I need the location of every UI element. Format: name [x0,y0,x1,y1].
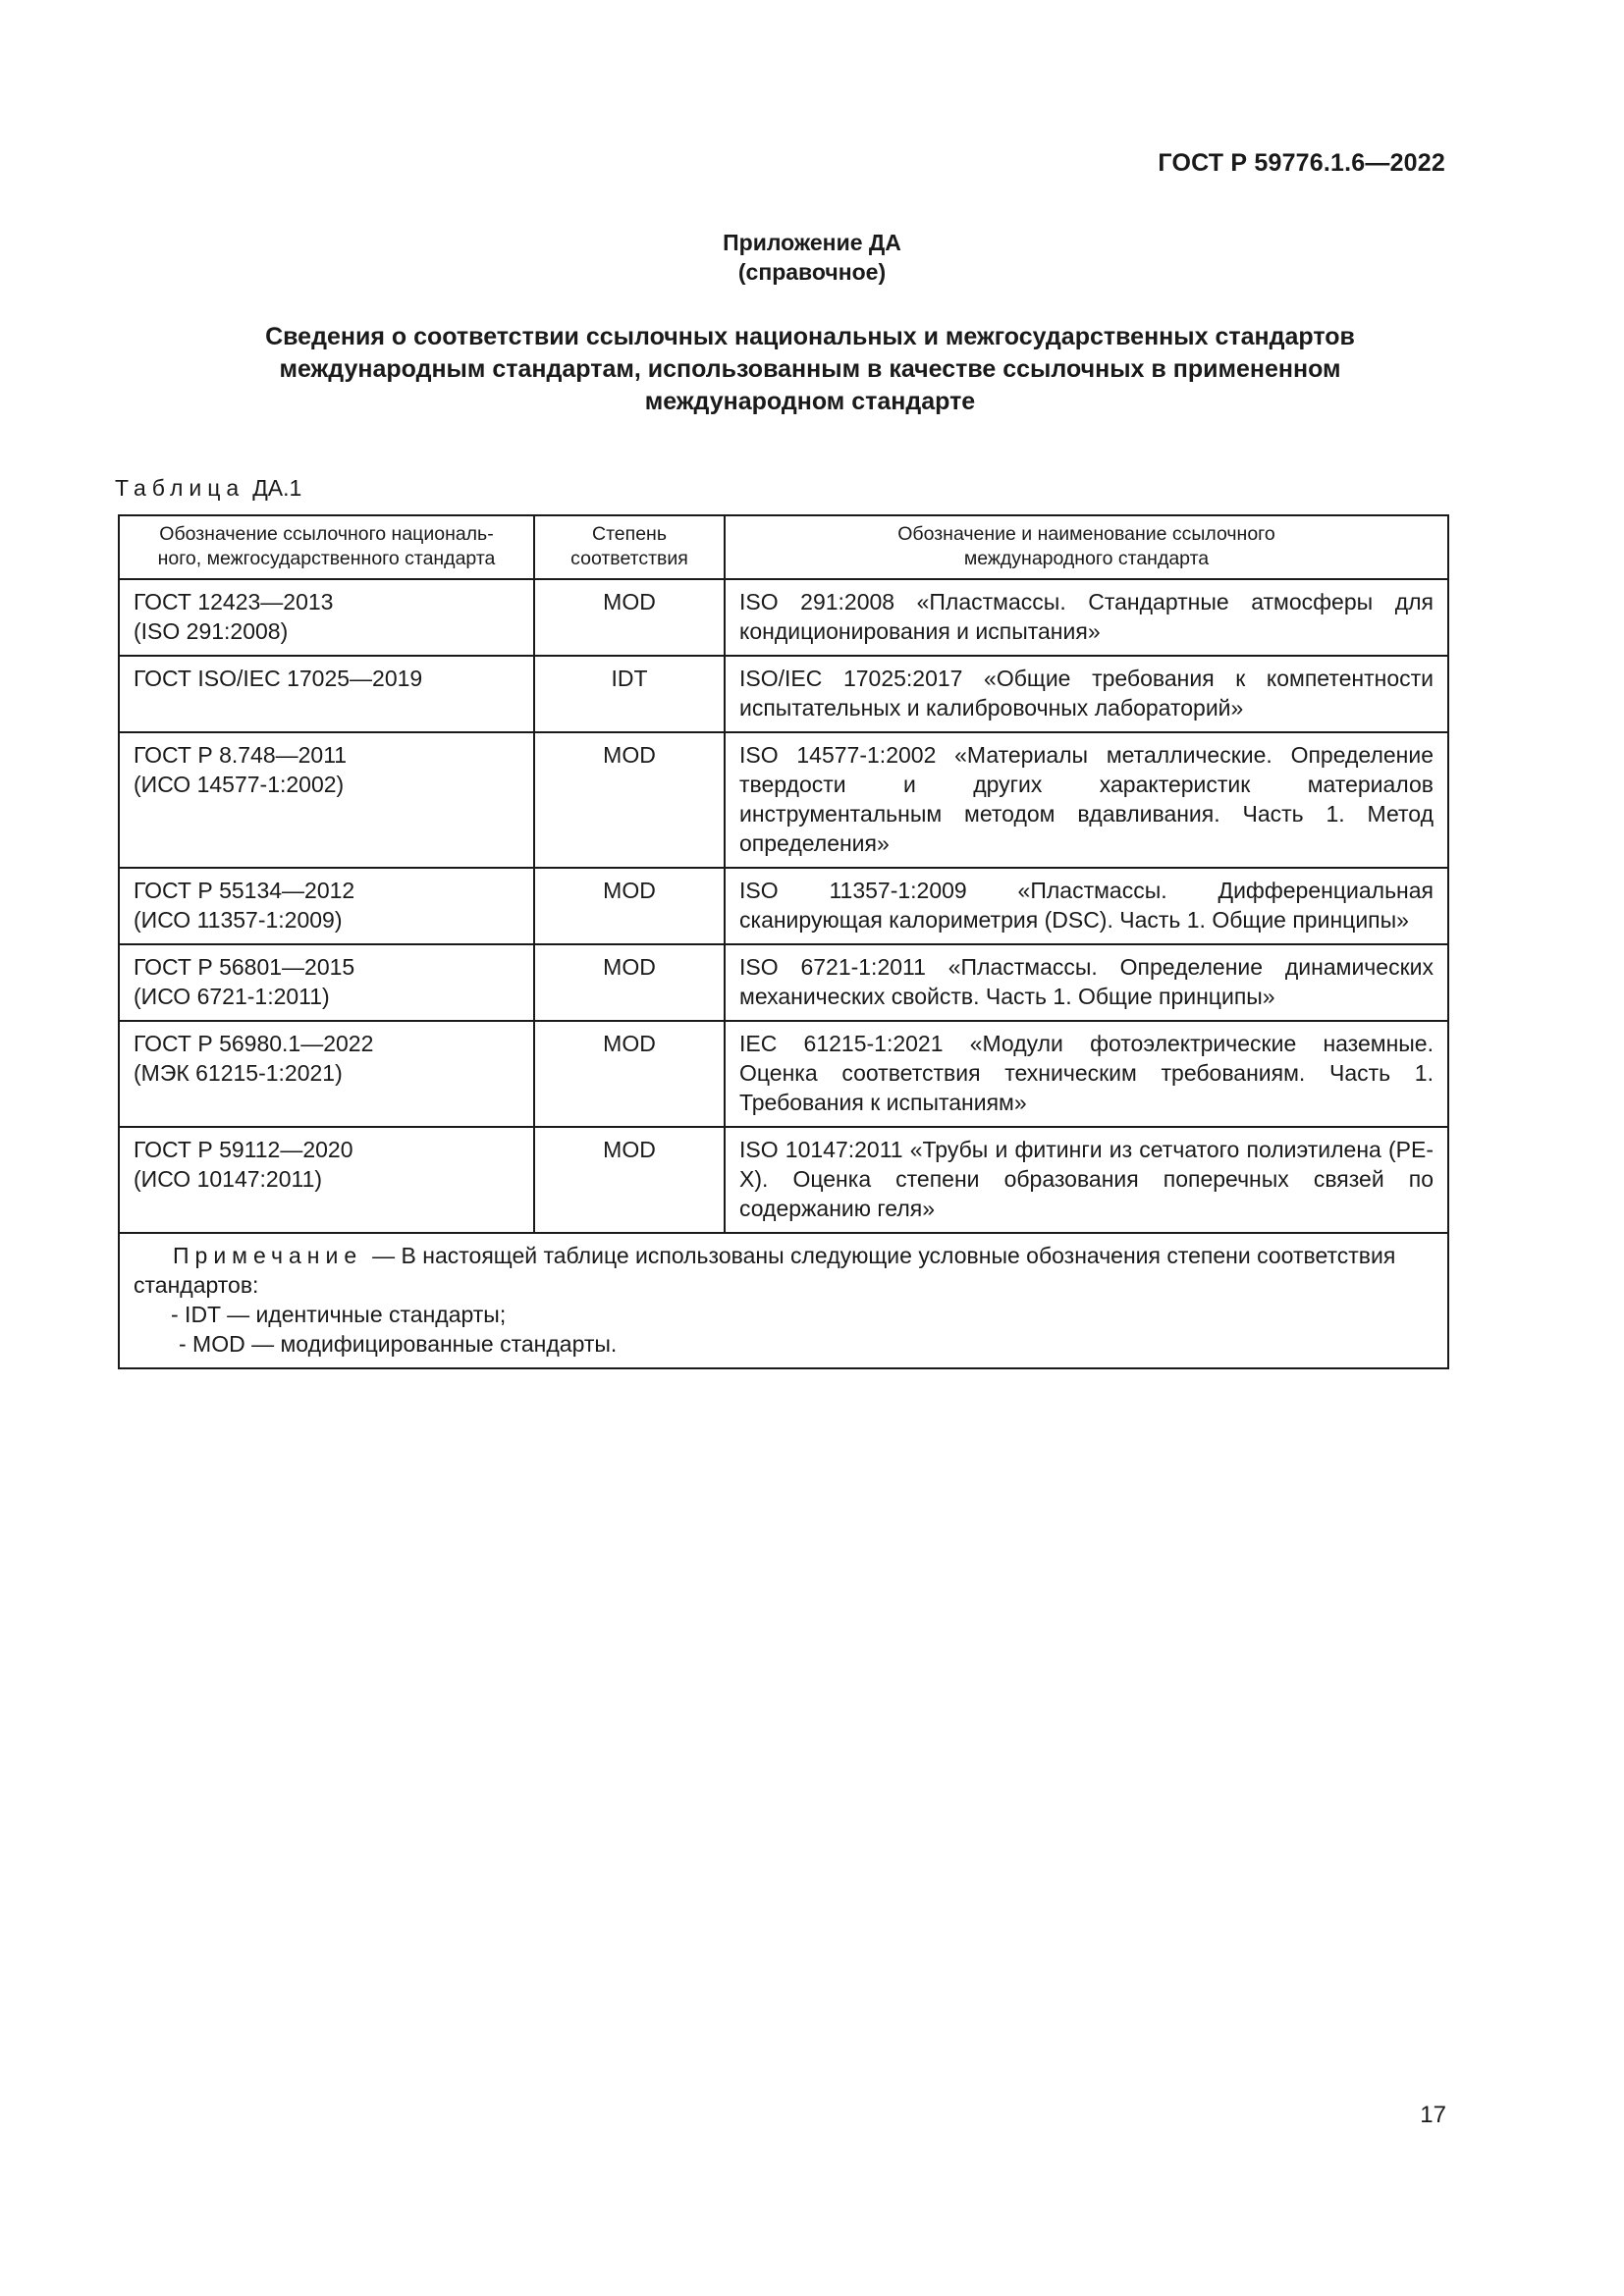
table-row [119,1021,1448,1127]
header-text: международного стандарта [963,548,1210,569]
header-text: Обозначение и наименование ссылочного [897,523,1275,545]
national-standard-code: ГОСТ Р 56801—2015 [134,954,355,980]
national-standard-code: ГОСТ Р 56980.1—2022 [134,1031,374,1056]
note-list [134,1300,1434,1359]
header-international-standard [725,515,1448,579]
national-standard-cell [119,868,534,944]
degree-cell: MOD [534,1127,725,1233]
note-item-mod: - MOD — модифицированные стандарты. [179,1331,618,1357]
national-standard-code: ГОСТ Р 8.748—2011 [134,742,348,768]
national-standard-source: (ИСО 14577-1:2002) [134,772,345,797]
national-standard-source: (ИСО 10147:2011) [134,1166,323,1192]
header-degree [534,515,725,579]
national-standard-code: ГОСТ Р 55134—2012 [134,878,355,903]
header-text: ного, межгосударственного стандарта [157,548,496,569]
table-caption-number: ДА.1 [252,475,302,501]
degree-cell: MOD [534,944,725,1021]
table-note [119,1233,1448,1368]
national-standard-cell [119,656,534,732]
appendix-title: Приложение ДА [723,230,901,255]
table-header-row [119,515,1448,579]
degree-cell: MOD [534,732,725,868]
table-row [119,944,1448,1021]
table-caption [115,475,301,502]
national-standard-cell [119,1021,534,1127]
international-standard-cell: ISO 11357-1:2009 «Пластмассы. Дифференциальная сканирующая калориметрия (DSC). Часть 1. Общие принципы» [725,868,1448,944]
header-text: Степень [592,523,667,545]
table-row [119,579,1448,656]
header-text: Обозначение ссылочного националь- [159,523,494,545]
table-row [119,656,1448,732]
national-standard-code: ГОСТ 12423—2013 [134,589,334,614]
table-row [119,868,1448,944]
international-standard-cell: ISO 10147:2011 «Трубы и фитинги из сетчатого полиэтилена (PE-X). Оценка степени образования поперечных связей по содержанию геля» [725,1127,1448,1233]
degree-cell: MOD [534,868,725,944]
section-title-line: международным стандартам, использованным в качестве ссылочных в примененном [279,355,1341,383]
national-standard-source: (ISO 291:2008) [134,618,289,644]
note-item-idt: - IDT — идентичные стандарты; [171,1302,507,1327]
international-standard-cell: ISO 291:2008 «Пластмассы. Стандартные атмосферы для кондиционирования и испытания» [725,579,1448,656]
section-title-line: международном стандарте [644,388,976,415]
page-number: 17 [1420,2102,1446,2128]
national-standard-source: (МЭК 61215-1:2021) [134,1060,343,1086]
national-standard-code: ГОСТ Р 59112—2020 [134,1137,353,1162]
table-row [119,732,1448,868]
note-label: Примечание [173,1243,363,1268]
appendix-subtitle: (справочное) [737,259,887,285]
document-code: ГОСТ Р 59776.1.6—2022 [1158,149,1445,177]
national-standard-code: ГОСТ ISO/IEC 17025—2019 [134,666,423,691]
table-caption-word: Таблица [115,475,245,501]
national-standard-source: (ИСО 11357-1:2009) [134,907,343,933]
degree-cell: IDT [534,656,725,732]
national-standard-cell [119,732,534,868]
international-standard-cell: ISO 6721-1:2011 «Пластмассы. Определение динамических механических свойств. Часть 1. Общие принципы» [725,944,1448,1021]
appendix-heading [0,228,1624,287]
international-standard-cell: ISO/IEC 17025:2017 «Общие требования к компетентности испытательных и калибровочных лабораторий» [725,656,1448,732]
international-standard-cell: IEC 61215-1:2021 «Модули фотоэлектрические наземные. Оценка соответствия техническим требованиям. Часть 1. Требования к испытаниям» [725,1021,1448,1127]
table-row [119,1127,1448,1233]
national-standard-source: (ИСО 6721-1:2011) [134,984,330,1009]
table-note-row [119,1233,1448,1368]
international-standard-cell: ISO 14577-1:2002 «Материалы металлические. Определение твердости и других характеристик материалов инструментальным методом вдавливания. Часть 1. Метод определения» [725,732,1448,868]
note-text: — В настоящей таблице использованы следующие условные обозначения степени соответствия стандартов: [134,1243,1396,1298]
national-standard-cell [119,1127,534,1233]
note-paragraph [134,1243,1395,1298]
section-title-line: Сведения о соответствии ссылочных национальных и межгосударственных стандартов [265,323,1355,350]
section-title [147,321,1473,418]
national-standard-cell [119,579,534,656]
header-text: соответствия [570,548,688,569]
header-national-standard [119,515,534,579]
standards-correspondence-table [118,514,1449,1369]
degree-cell: MOD [534,1021,725,1127]
national-standard-cell [119,944,534,1021]
degree-cell: MOD [534,579,725,656]
